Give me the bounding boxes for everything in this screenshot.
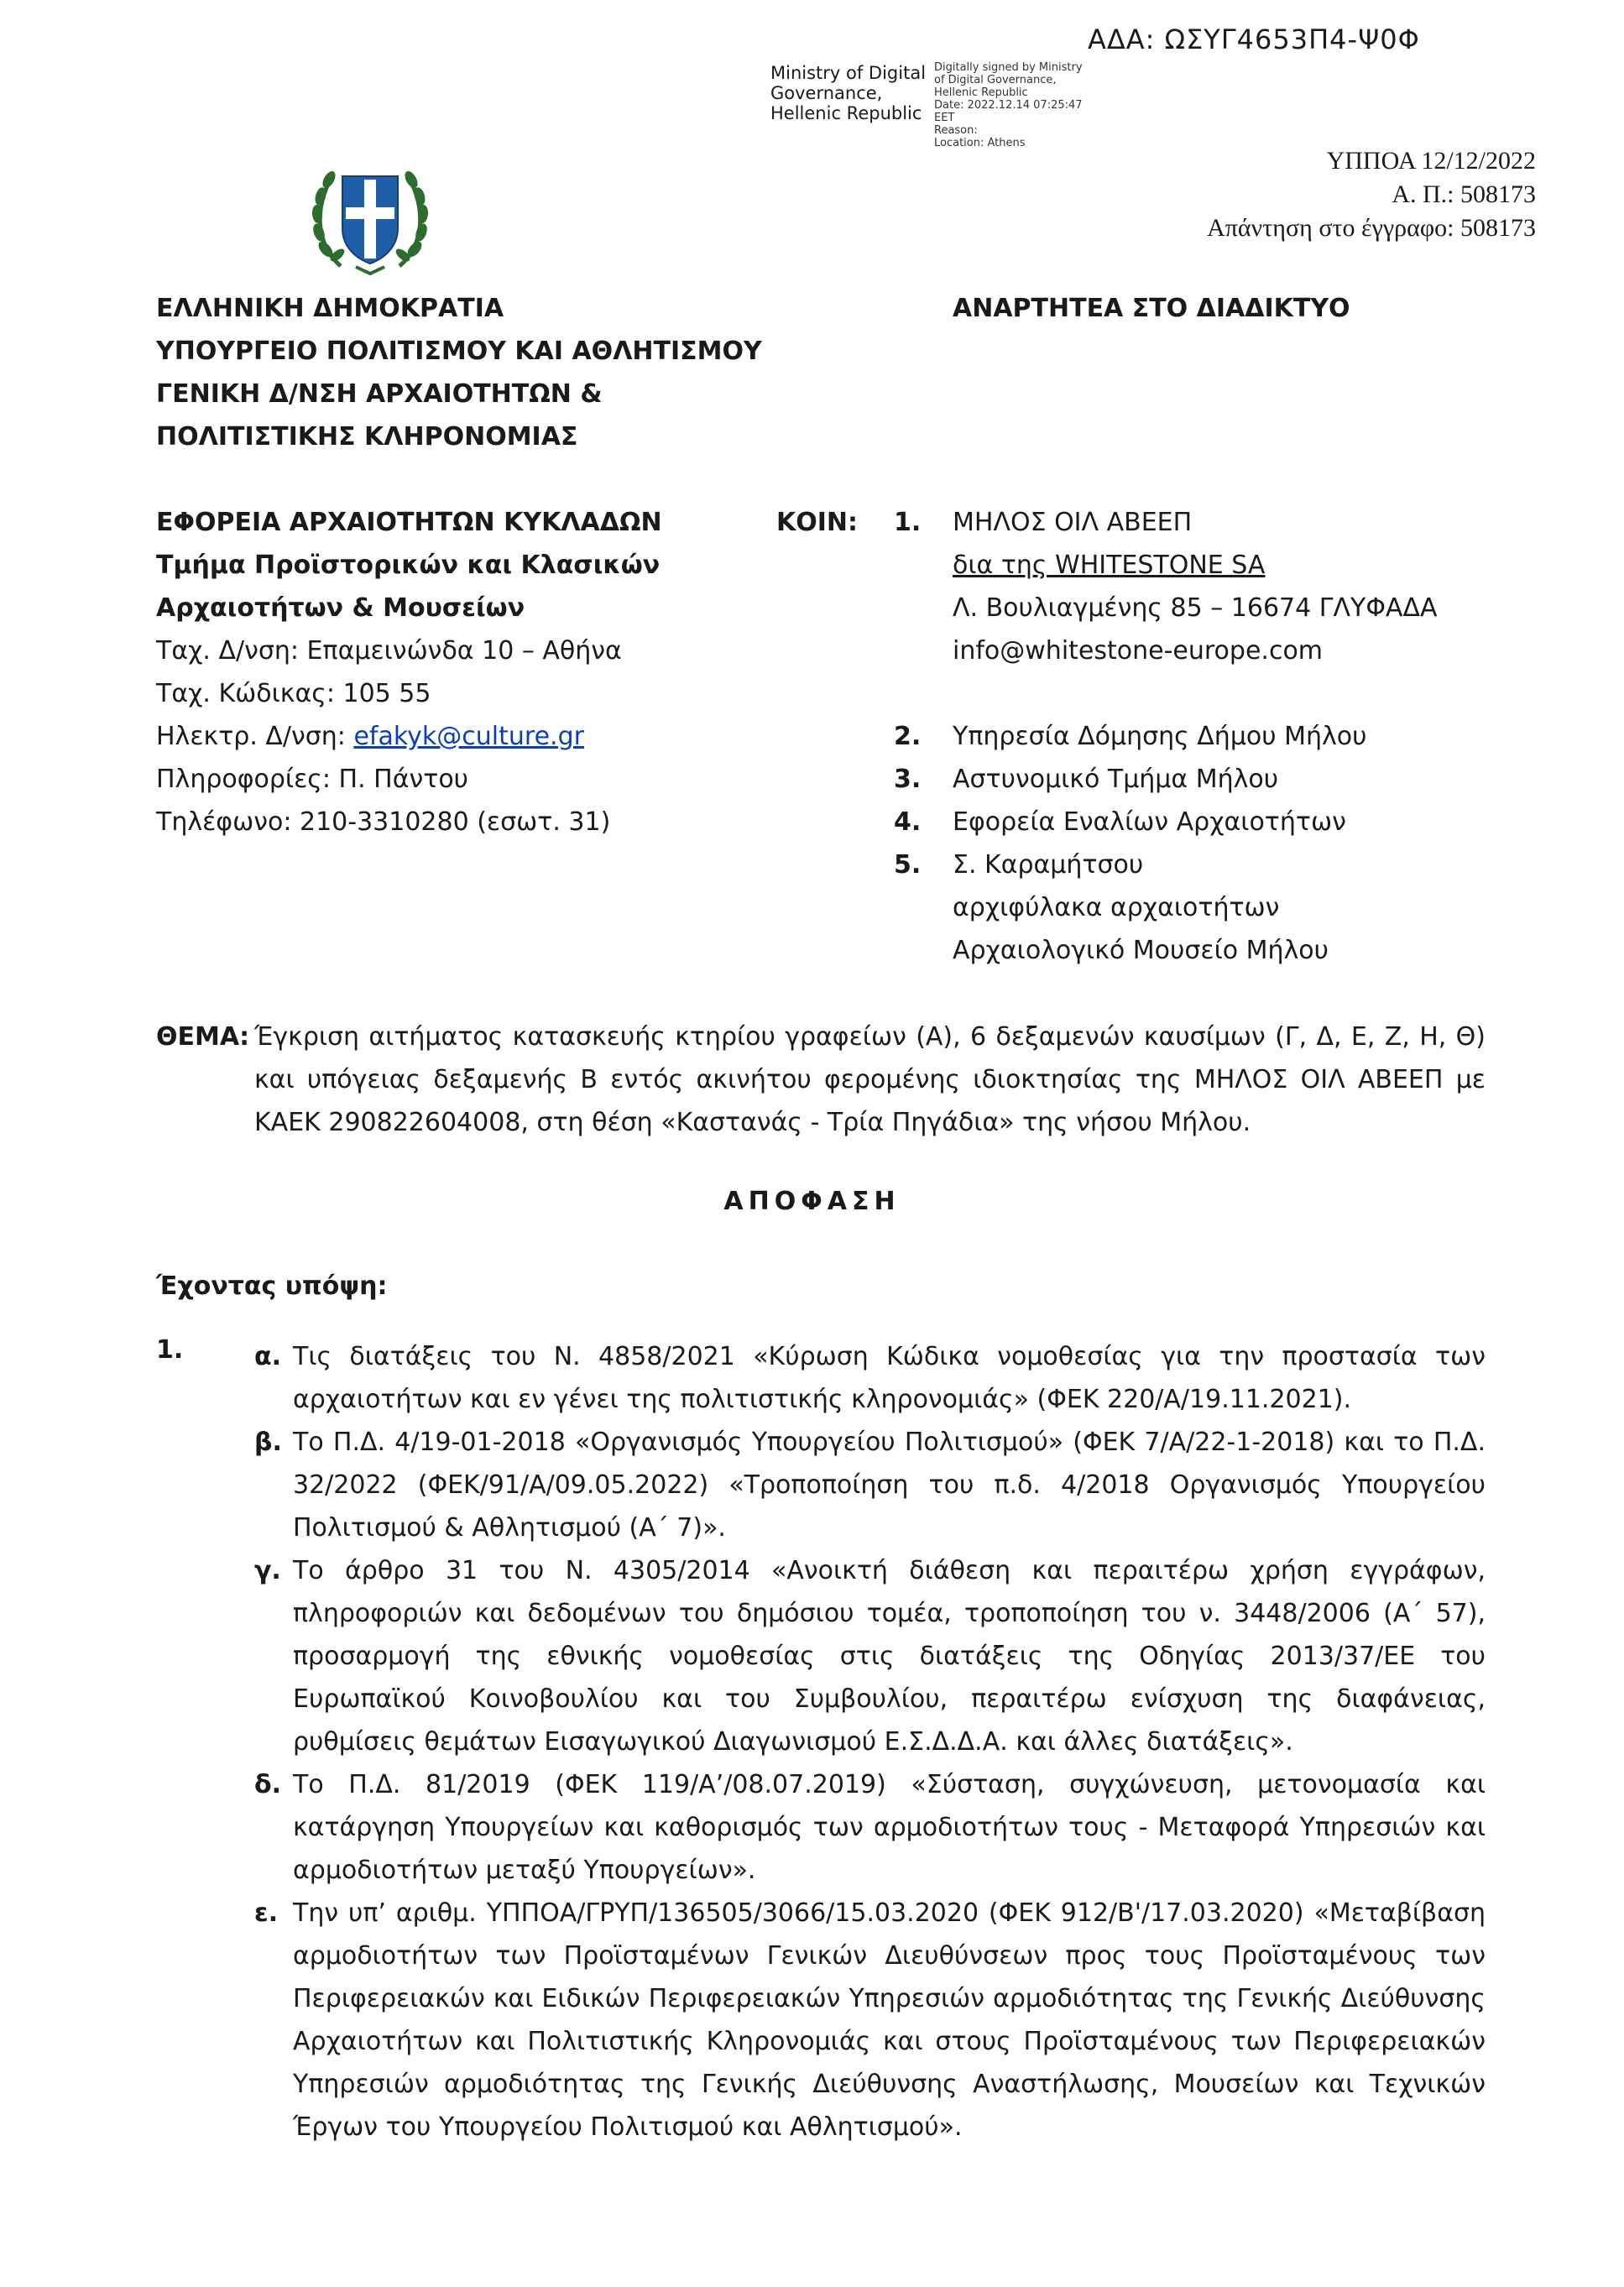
signature-signer-line: Governance, (770, 83, 883, 103)
signature-detail-line: Reason: (934, 124, 978, 137)
signature-detail-line: Hellenic Republic (934, 86, 1028, 99)
office-address: Ταχ. Δ/νση: Επαμεινώνδα 10 – Αθήνα (156, 636, 622, 666)
item-text: Το άρθρο 31 του Ν. 4305/2014 «Ανοικτή διάθεση και περαιτέρω χρήση εγγράφων, πληροφοριών και δεδομένων του δημόσιου τομέα, τροποποίηση του ν. 3448/2006 (Α΄ 57), προσαρμογή της εθνικής νομοθεσίας στις διατάξεις της Οδηγίας 2013/37/ΕΕ του Ευρωπαϊκού Κοινοβουλίου και του Συμβουλίου, περαιτέρω ενίσχυση της διαφάνειας, ρυθμίσεις θεμάτων Εισαγωγικού Διαγωνισμού Ε.Σ.Δ.Δ.Α. και άλλες διατάξεις». (293, 1556, 1486, 1757)
recipient-3-name: Αστυνομικό Τμήμα Μήλου (953, 765, 1279, 794)
recipient-4-name: Εφορεία Εναλίων Αρχαιοτήτων (953, 807, 1346, 837)
header-line: ΠΟΛΙΤΙΣΤΙΚΗΣ ΚΛΗΡΟΝΟΜΙΑΣ (156, 422, 578, 452)
considering-label: Έχοντας υπόψη: (156, 1271, 388, 1301)
header-line: ΕΛΛΗΝΙΚΗ ΔΗΜΟΚΡΑΤΙΑ (156, 294, 504, 323)
recipient-number: 3. (894, 765, 922, 794)
signature-detail-line: Date: 2022.12.14 07:25:47 (934, 99, 1083, 112)
item-text: Τις διατάξεις του Ν. 4858/2021 «Κύρωση Κώδικα νομοθεσίας για την προστασία των αρχαιοτήτων και εν γένει της πολιτιστικής κληρονομιάς» (ΦΕΚ 220/Α/19.11.2021). (293, 1342, 1486, 1414)
signature-detail-line: Location: Athens (934, 137, 1026, 149)
coat-of-arms-icon (307, 161, 433, 279)
decision-title: ΑΠΟΦΑΣΗ (723, 1187, 901, 1216)
recipient-1-via: δια της WHITESTONE SA (953, 551, 1266, 580)
recipient-number: 1. (894, 508, 922, 537)
signature-detail-line: Digitally signed by Ministry (934, 61, 1083, 74)
item-letter: α. (254, 1342, 282, 1371)
item-letter: β. (254, 1428, 282, 1457)
office-details (156, 501, 662, 843)
header-line: ΥΠΟΥΡΓΕΙΟ ΠΟΛΙΤΙΣΜΟΥ ΚΑΙ ΑΘΛΗΤΙΣΜΟΥ (156, 337, 762, 366)
office-department: Αρχαιοτήτων & Μουσείων (156, 593, 525, 623)
office-postcode: Ταχ. Κώδικας: 105 55 (156, 679, 431, 708)
office-info: Πληροφορίες: Π. Πάντου (156, 765, 469, 794)
office-phone: Τηλέφωνο: 210-3310280 (εσωτ. 31) (156, 807, 611, 837)
recipient-5-location: Αρχαιολογικό Μουσείο Μήλου (953, 936, 1329, 965)
signature-detail-line: EET (934, 112, 955, 124)
item-text: Την υπ’ αριθμ. ΥΠΠΟΑ/ΓΡΥΠ/136505/3066/15.03.2020 (ΦΕΚ 912/Β'/17.03.2020) «Μεταβίβαση αρμοδιοτήτων των Προϊσταμένων Γενικών Διευθύνσεων προς τους Προϊσταμένους των Περιφερειακών και Ειδικών Περιφερειακών Υπηρεσιών αρμοδιότητας της Γενικής Διεύθυνσης Αρχαιοτήτων και Πολιτιστικής Κληρονομιάς και στους Προϊσταμένους των Περιφερειακών Υπηρεσιών αρμοδιότητας της Γενικής Διεύθυνσης Αναστήλωσης, Μουσείων και Τεχνικών Έργων του Υπουργείου Πολιτισμού και Αθλητισμού». (293, 1898, 1486, 2142)
recipient-5-name: Σ. Καραμήτσου (953, 850, 1144, 880)
recipient-number: 5. (894, 850, 922, 880)
office-email-row (156, 715, 662, 758)
signature-details (934, 61, 1083, 149)
recipient-number: 4. (894, 807, 922, 837)
recipient-1-name: ΜΗΛΟΣ ΟΙΛ ΑΒΕΕΠ (953, 508, 1193, 537)
subject-text: Έγκριση αιτήματος κατασκευής κτηρίου γραφείων (Α), 6 δεξαμενών καυσίμων (Γ, Δ, Ε, Ζ, Η, Θ) και υπόγειας δεξαμενής Β εντός ακινήτου φερομένης ιδιοκτησίας της ΜΗΛΟΣ ΟΙΛ ΑΒΕΕΠ με ΚΑΕΚ 290822604008, στη θέση «Καστανάς - Τρία Πηγάδια» της νήσου Μήλου. (254, 1022, 1486, 1137)
ada-code: ΑΔΑ: ΩΣΥΓ4653Π4-Ψ0Φ (1088, 23, 1420, 55)
legal-basis-item (254, 1892, 1486, 2149)
reference-reply: Απάντηση στο έγγραφο: 508173 (1207, 214, 1536, 242)
signature-signer-line: Hellenic Republic (770, 103, 922, 123)
signature-signer-line: Ministry of Digital (770, 63, 927, 83)
header-line: ΓΕΝΙΚΗ Δ/ΝΣΗ ΑΡΧΑΙΟΤΗΤΩΝ & (156, 379, 603, 409)
recipient-1-address: Λ. Βουλιαγμένης 85 – 16674 ΓΛΥΦΑΔΑ (953, 593, 1438, 623)
item-letter: ε. (254, 1898, 279, 1928)
item-letter: γ. (254, 1556, 281, 1585)
reference-date: ΥΠΠΟΑ 12/12/2022 (1326, 147, 1536, 175)
recipient-number: 2. (894, 722, 922, 751)
item-letter: δ. (254, 1770, 282, 1799)
item-number: 1. (156, 1335, 184, 1365)
item-text: Το Π.Δ. 81/2019 (ΦΕΚ 119/Α’/08.07.2019) «Σύσταση, συγχώνευση, μετονομασία και κατάργηση Υπουργείων και καθορισμός των αρμοδιοτήτων τους - Μεταφορά Υπηρεσιών και αρμοδιοτήτων μεταξύ Υπουργείων». (293, 1770, 1486, 1885)
legal-basis-item (254, 1763, 1486, 1892)
recipient-5-title: αρχιφύλακα αρχαιοτήτων (953, 893, 1280, 922)
recipient-2-name: Υπηρεσία Δόμησης Δήμου Μήλου (953, 722, 1367, 751)
legal-basis-item (254, 1549, 1486, 1763)
recipient-1-email: info@whitestone-europe.com (953, 636, 1324, 666)
issuer-header (156, 287, 762, 458)
legal-basis-item (254, 1335, 1486, 1421)
office-name: ΕΦΟΡΕΙΑ ΑΡΧΑΙΟΤΗΤΩΝ ΚΥΚΛΑΔΩΝ (156, 508, 662, 537)
subject-label: ΘΕΜΑ: (156, 1022, 250, 1052)
posting-label: ΑΝΑΡΤΗΤΕΑ ΣΤΟ ΔΙΑΔΙΚΤΥΟ (953, 294, 1350, 323)
koin-label: ΚΟΙΝ: (776, 508, 859, 537)
office-email-label: Ηλεκτρ. Δ/νση: (156, 722, 354, 751)
signature-detail-line: of Digital Governance, (934, 74, 1057, 86)
office-department: Τμήμα Προϊστορικών και Κλασικών (156, 551, 661, 580)
office-email-link[interactable]: efakyk@culture.gr (353, 722, 584, 751)
reference-block (1207, 144, 1536, 245)
recipient-list (953, 501, 1438, 972)
legal-basis-item (254, 1421, 1486, 1549)
recipient-numbers (894, 501, 921, 886)
reference-protocol: Α. Π.: 508173 (1392, 180, 1536, 208)
item-text: Το Π.Δ. 4/19-01-2018 «Οργανισμός Υπουργείου Πολιτισμού» (ΦΕΚ 7/Α/22-1-2018) και το Π.Δ. 32/2022 (ΦΕΚ/91/Α/09.05.2022) «Τροποποίηση του π.δ. 4/2018 Οργανισμός Υπουργείου Πολιτισμού & Αθλητισμού (Α΄ 7)». (293, 1428, 1486, 1543)
signature-signer (770, 63, 926, 123)
